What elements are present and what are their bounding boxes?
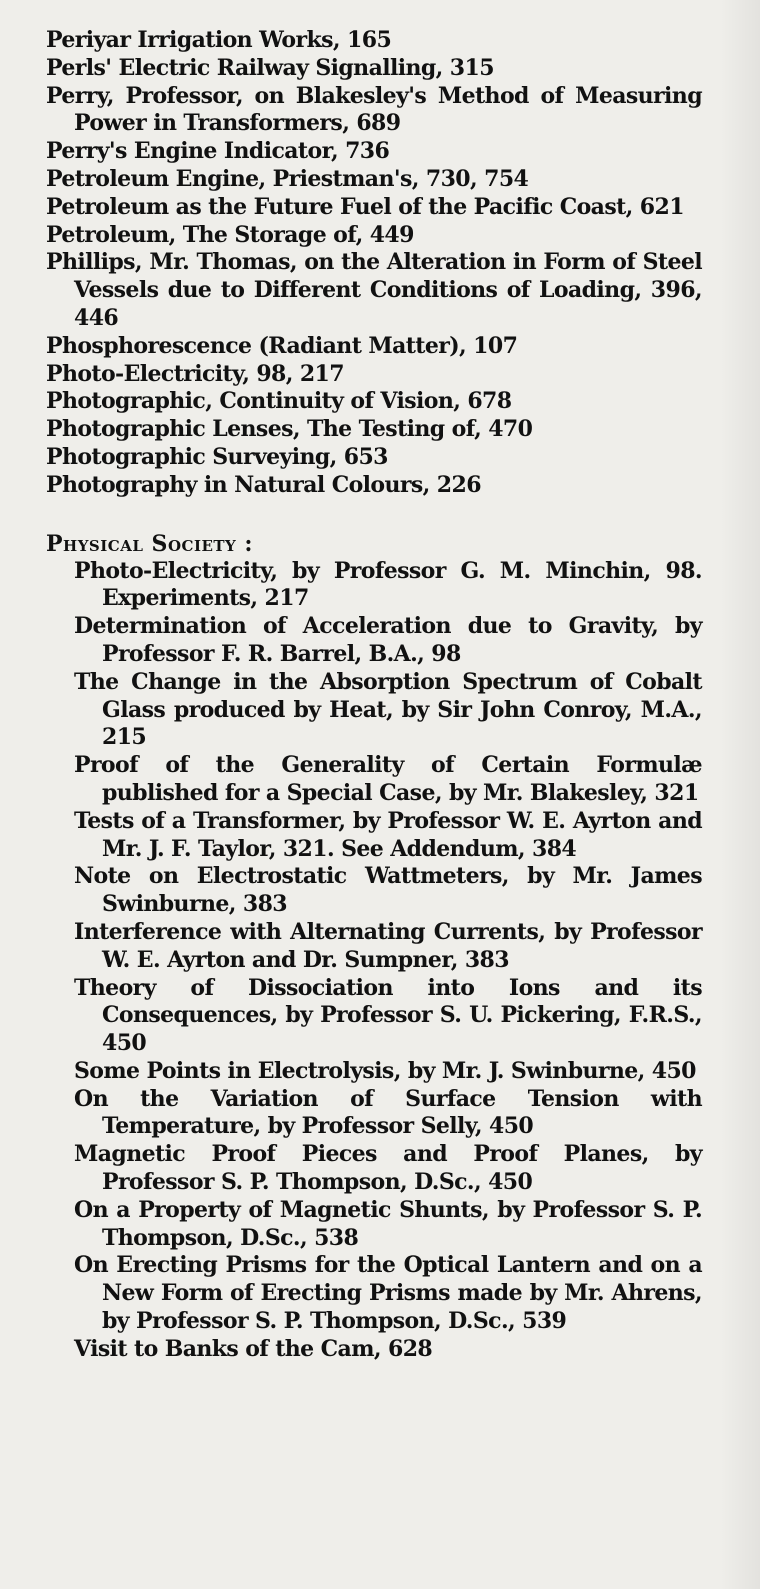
index-entry: Petroleum as the Future Fuel of the Pacific Coast, 621: [46, 193, 684, 220]
subentry: On Erecting Prisms for the Optical Lantern and on a New Form of Erecting Prisms made by Mr. Ahrens, by Professor S. P. Thompson, D.Sc., 539: [74, 1252, 702, 1335]
index-entry: Photographic Surveying, 653: [46, 443, 388, 470]
index-entry: Petroleum Engine, Priestman's, 730, 754: [46, 165, 529, 192]
index-entry: Phillips, Mr. Thomas, on the Alteration in Form of Steel Vessels due to Different Conditions of Loading, 396, 446: [46, 249, 702, 331]
index-entry: Photo-Electricity, 98, 217: [46, 360, 344, 387]
index-entry: Phosphorescence (Radiant Matter), 107: [46, 332, 518, 359]
subentry: Magnetic Proof Pieces and Proof Planes, by Professor S. P. Thompson, D.Sc., 450: [74, 1141, 702, 1196]
index-entry: Periyar Irrigation Works, 165: [46, 27, 392, 53]
subentry: Visit to Banks of the Cam, 628: [74, 1335, 433, 1362]
subentry: Proof of the Generality of Certain Formulæ published for a Special Case, by Mr. Blakesley, 321: [74, 752, 702, 806]
subentry: On a Property of Magnetic Shunts, by Professor S. P. Thompson, D.Sc., 538: [74, 1196, 702, 1251]
index-entry: Petroleum, The Storage of, 449: [46, 221, 414, 248]
subentry: Determination of Acceleration due to Gravity, by Professor F. R. Barrel, B.A., 98: [74, 613, 702, 667]
page-shadow: [720, 0, 760, 1589]
subentry: Tests of a Transformer, by Professor W. E. Ayrton and Mr. J. F. Taylor, 321. See Addendum, 384: [74, 807, 702, 862]
index-entry: Photographic Lenses, The Testing of, 470: [46, 416, 533, 443]
index-entry: Photography in Natural Colours, 226: [46, 471, 481, 498]
subentry: Some Points in Electrolysis, by Mr. J. Swinburne, 450: [74, 1057, 696, 1084]
index-entries: [46, 27, 702, 1364]
index-entry: Perls' Electric Railway Signalling, 315: [46, 54, 494, 81]
subentry: Theory of Dissociation into Ions and its Consequences, by Professor S. U. Pickering, F.R.S., 450: [74, 974, 702, 1057]
index-entry: Photographic, Continuity of Vision, 678: [46, 388, 512, 415]
subentry: The Change in the Absorption Spectrum of Cobalt Glass produced by Heat, by Sir John Conroy, M.A., 215: [74, 668, 702, 751]
section-heading: Physical Society :: [46, 530, 254, 557]
index-entry: Perry's Engine Indicator, 736: [46, 138, 390, 165]
subentry: Interference with Alternating Currents, by Professor W. E. Ayrton and Dr. Sumpner, 383: [74, 918, 702, 973]
subentry: Note on Electrostatic Wattmeters, by Mr. James Swinburne, 383: [74, 863, 702, 918]
subentry: Photo-Electricity, by Professor G. M. Minchin, 98. Experiments, 217: [74, 557, 702, 612]
index-entry: Perry, Professor, on Blakesley's Method of Measuring Power in Transformers, 689: [46, 82, 702, 137]
subentry: On the Variation of Surface Tension with Temperature, by Professor Selly, 450: [74, 1085, 702, 1140]
